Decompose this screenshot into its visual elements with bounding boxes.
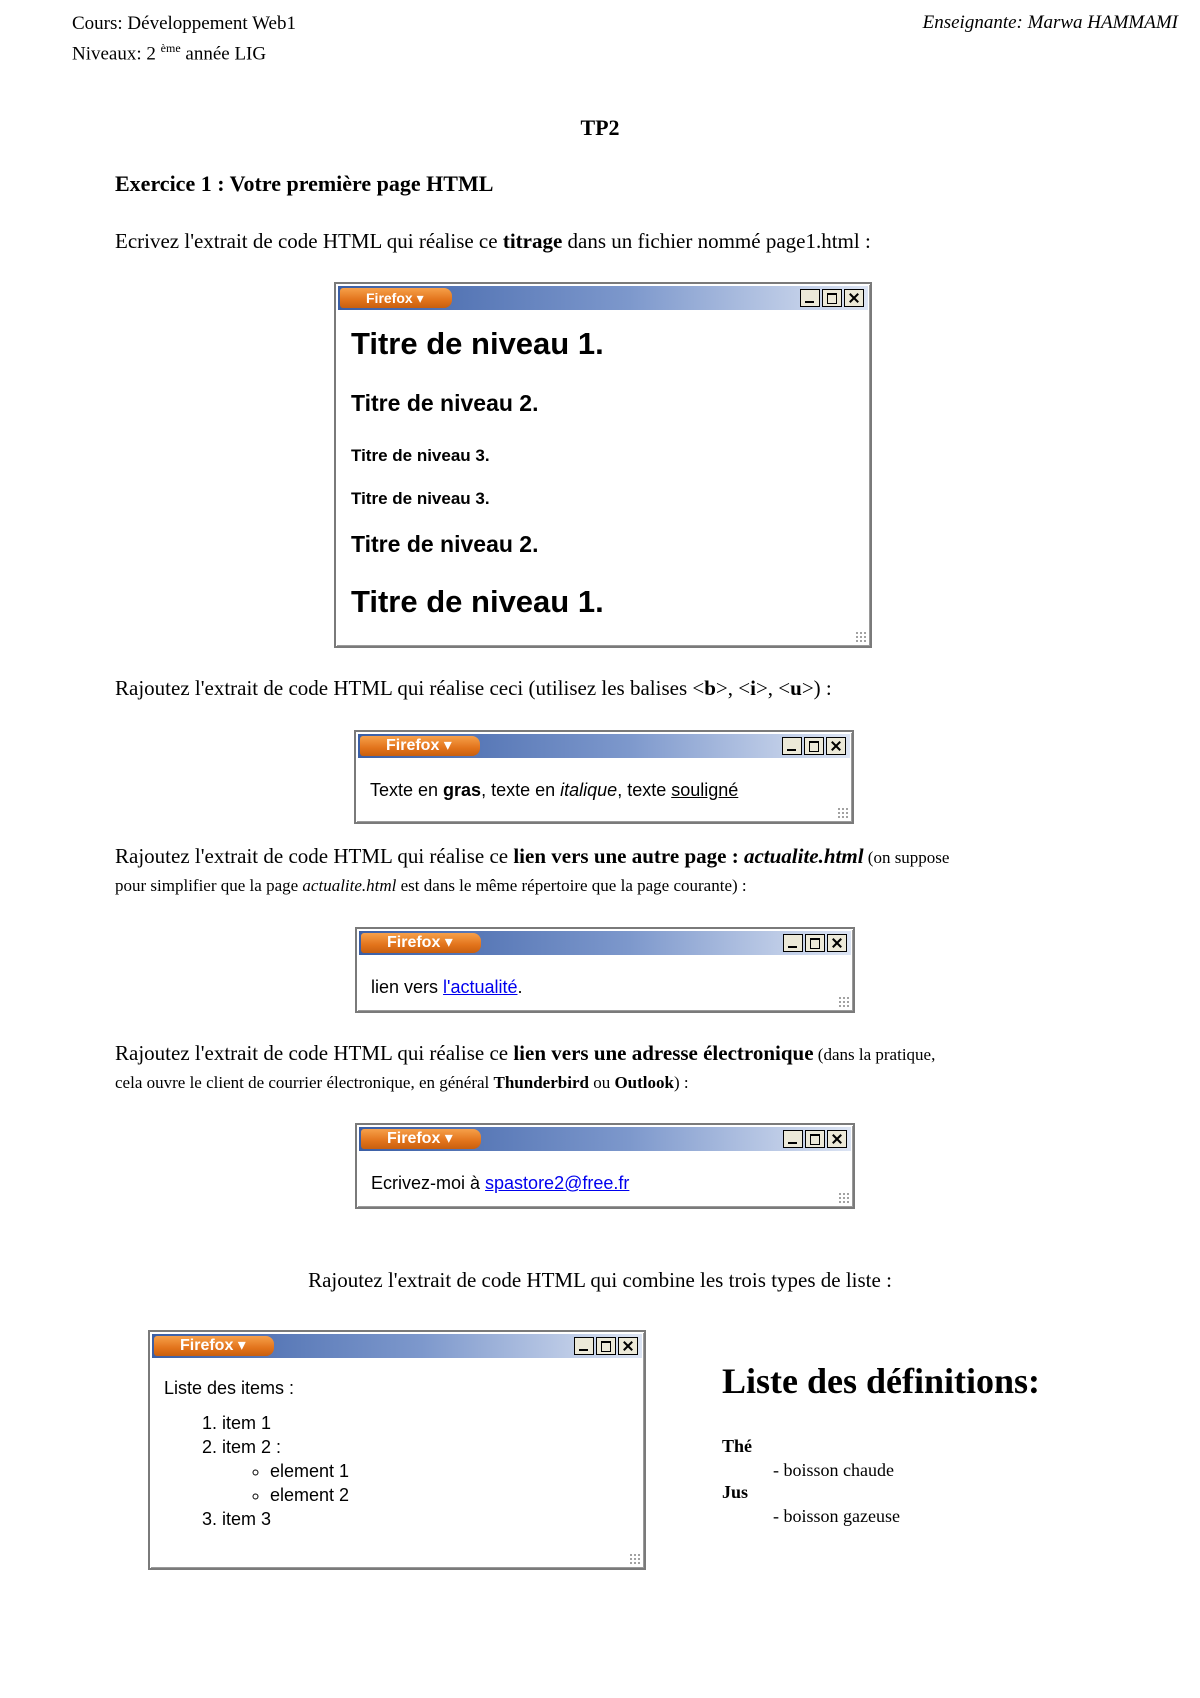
definition-description: - boisson chaude [773,1460,894,1480]
firefox-window-lists [148,1330,646,1570]
course-level: Niveaux: 2 $^{ème}$ année LIG [72,41,267,65]
minimize-icon[interactable] [783,934,803,952]
course-name: Cours: Développement Web1 [72,13,296,34]
firefox-window-link [355,927,855,1013]
list-intro: Liste des items : [164,1378,295,1398]
exercise-title: Exercice 1 : Votre première page HTML [115,171,494,196]
window-controls [783,1130,847,1148]
list-item: 2. item 2 : ◦ element 1 ◦ element 2 [222,1435,634,1507]
firefox-menu-button[interactable]: Firefox ▾ [340,288,452,308]
window-titlebar [359,1127,851,1151]
course-header [72,12,296,66]
minimize-icon[interactable] [783,1130,803,1148]
teacher-name: Enseignante: Marwa HAMMAMI [922,12,1178,33]
list-item: ◦ element 1 [270,1459,634,1483]
window-controls [783,934,847,952]
ordered-list [164,1411,634,1531]
window-titlebar [358,734,850,758]
firefox-menu-button[interactable]: Firefox ▾ [154,1336,274,1356]
firefox-window-formatting [354,730,854,824]
firefox-menu-button[interactable]: Firefox ▾ [361,1129,481,1149]
firefox-menu-button[interactable]: Firefox ▾ [360,736,480,756]
resize-grip-icon[interactable] [837,807,849,819]
maximize-icon[interactable] [805,934,825,952]
close-icon[interactable] [618,1337,638,1355]
window-titlebar [152,1334,642,1358]
list-item: ◦ element 2 [270,1483,634,1507]
heading-level-2: Titre de niveau 2. [351,531,539,557]
instruction-titrage: Ecrivez l'extrait de code HTML qui réalise ce titrage dans un fichier nommé page1.html : [115,229,871,253]
heading-level-1: Titre de niveau 1. [351,584,604,619]
maximize-icon[interactable] [822,289,842,307]
window-titlebar [338,286,868,310]
maximize-icon[interactable] [804,737,824,755]
resize-grip-icon[interactable] [629,1553,641,1565]
tp-title: TP2 [580,115,620,140]
window-content: Ecrivez-moi à spastore2@free.fr [371,1173,630,1193]
heading-level-3: Titre de niveau 3. [351,489,490,508]
definition-term: Jus [722,1482,749,1502]
firefox-window-mailto [355,1123,855,1209]
minimize-icon[interactable] [800,289,820,307]
close-icon[interactable] [844,289,864,307]
window-controls [800,289,864,307]
definition-description: - boisson gazeuse [773,1506,900,1526]
instruction-link: Rajoutez l'extrait de code HTML qui réalise ce lien vers une autre page : actualite.html (on suppose pour simplifier que la page actualite.html est dans le même répertoire que la page courante) : [115,844,950,895]
list-item: 3. item 3 [222,1507,634,1531]
heading-level-3: Titre de niveau 3. [351,446,490,465]
definition-term: Thé [722,1436,753,1456]
firefox-menu-button[interactable]: Firefox ▾ [361,933,481,953]
window-content: lien vers l'actualité. [371,977,523,997]
actualite-link[interactable]: l'actualité [443,977,518,997]
window-content: Texte en gras, texte en italique, texte souligné [370,780,739,800]
email-link[interactable]: spastore2@free.fr [485,1173,630,1193]
window-content [164,1378,634,1531]
deflist-title: Liste des définitions: [722,1361,1041,1401]
instruction-formatting: Rajoutez l'extrait de code HTML qui réalise ceci (utilisez les balises <b>, <i>, <u>) : [115,676,832,700]
maximize-icon[interactable] [596,1337,616,1355]
maximize-icon[interactable] [805,1130,825,1148]
window-controls [782,737,846,755]
resize-grip-icon[interactable] [855,631,867,643]
window-titlebar [359,931,851,955]
resize-grip-icon[interactable] [838,1192,850,1204]
close-icon[interactable] [827,934,847,952]
unordered-list [222,1459,634,1507]
window-controls [574,1337,638,1355]
heading-level-1: Titre de niveau 1. [351,326,604,361]
instruction-mailto: Rajoutez l'extrait de code HTML qui réalise ce lien vers une adresse électronique (dans la pratique, cela ouvre le client de courrier électronique, en général Thunderbird ou Outlook) : [115,1041,936,1092]
firefox-window-headings [334,282,872,648]
heading-level-2: Titre de niveau 2. [351,390,539,416]
close-icon[interactable] [826,737,846,755]
resize-grip-icon[interactable] [838,996,850,1008]
close-icon[interactable] [827,1130,847,1148]
list-item: 1. item 1 [222,1411,634,1435]
minimize-icon[interactable] [782,737,802,755]
minimize-icon[interactable] [574,1337,594,1355]
instruction-lists: Rajoutez l'extrait de code HTML qui combine les trois types de liste : [308,1268,892,1292]
